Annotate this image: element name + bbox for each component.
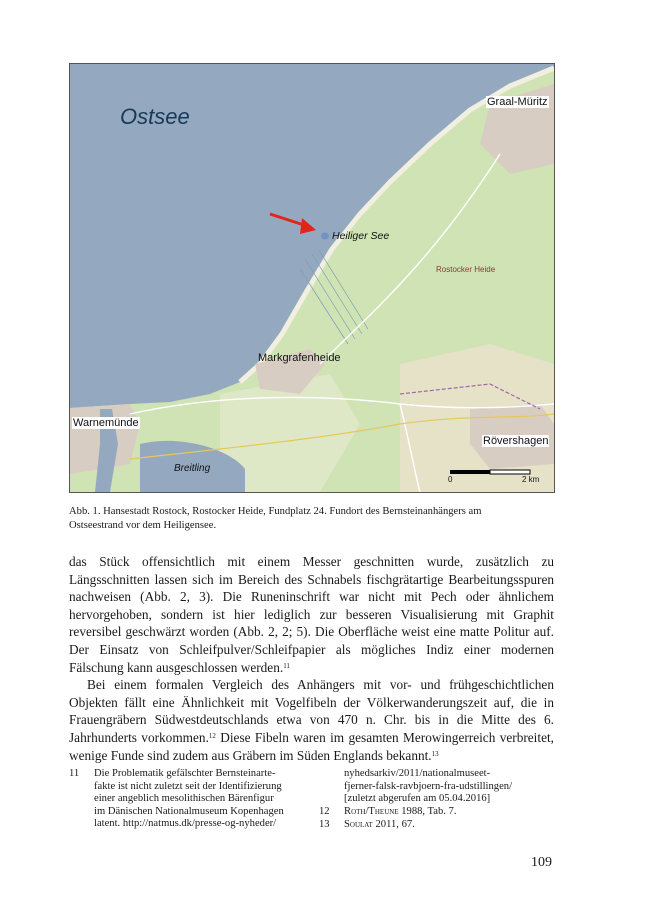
footnote-11 (69, 768, 309, 838)
caption-line-1: Abb. 1. Hansestadt Rostock, Rostocker Heide, Fundplatz 24. Fundort des Bernsteinanhängers am (69, 506, 482, 517)
label-rostocker-heide: Rostocker Heide (436, 265, 496, 274)
footnote-13-number: 13 (319, 819, 330, 830)
footnote-12-number: 12 (319, 806, 330, 817)
body-text (69, 553, 554, 764)
footnote-12-author: Roth/Theune (344, 806, 399, 817)
footnote-12-rest: 1988, Tab. 7. (398, 806, 457, 817)
label-sea: Ostsee (120, 104, 190, 129)
footnote-ref-11: 11 (283, 661, 290, 670)
footnote-11-line-3: einer angeblich mesolithischen Bärenfigur (94, 793, 274, 805)
paragraph-2 (69, 676, 554, 764)
scale-label-zero: 0 (448, 475, 453, 484)
heiliger-see-lake (321, 233, 329, 240)
footnote-13-rest: 2011, 67. (372, 819, 415, 830)
label-warnemuende: Warnemünde (73, 417, 139, 429)
label-graal-mueritz: Graal-Müritz (487, 96, 548, 108)
footnote-11-line-2: fakte ist nicht zuletzt seit der Identifizierung (94, 780, 282, 792)
paragraph-1 (69, 553, 554, 676)
footnote-ref-12: 12 (208, 731, 216, 740)
paragraph-2-text-a: Bei einem formalen Vergleich des Anhängers mit vor- und frühgeschichtlichen Objekten fällt eine Ähnlichkeit mit Vogelfibeln der Völkerwanderungszeit auf, die in Frauengräbern Südwestdeutschlands etwa von 470 n. Chr. bis in die Mitte des 6. Jahrhunderts vorkommen. (69, 677, 554, 745)
footnote-13-author: Soulat (344, 819, 373, 830)
label-breitling: Breitling (174, 463, 211, 474)
scale-bar (450, 470, 530, 474)
map-figure (69, 63, 555, 493)
footnote-11-continued (344, 768, 554, 806)
label-heiliger-see: Heiliger See (332, 230, 390, 242)
footnote-13 (319, 819, 554, 832)
footnote-11-line-5: latent. http://natmus.dk/presse-og-nyheder/ (94, 818, 277, 830)
caption-line-2: Ostseestrand vor dem Heiligensee. (69, 520, 217, 531)
label-roevershagen: Rövershagen (483, 435, 549, 447)
footnote-11-cont-line-2: fjerner-falsk-ravbjoern-fra-udstillingen/ (344, 780, 513, 792)
footnote-11-cont-line-1: nyhedsarkiv/2011/nationalmuseet- (344, 768, 491, 779)
figure-caption (69, 505, 553, 533)
scale-label-two-km: 2 km (522, 475, 540, 484)
paragraph-1-text: das Stück offensichtlich mit einem Messer geschnitten wurde, zusätzlich zu Längsschnitten lassen sich im Bereich des Schnabels fischgrätartige Bearbeitungsspuren nachweisen (Abb. 2, 3). Die Runeninschrift war nicht mit Pech oder ähnlichem hervorgehoben, sondern ist hier lediglich zur besseren Visualisierung mit Graphit reversibel geschwärzt worden (Abb. 2, 2; 5). Die Oberfläche weist eine matte Politur auf. Der Einsatz von Schleifpulver/Schleifpapier als mögliches Indiz einer modernen Fälschung kann ausgeschlossen werden. (69, 554, 554, 675)
footnote-11-line-1: Die Problematik gefälschter Bernsteinarte- (94, 768, 276, 779)
footnote-11-line-4: im Dänischen Nationalmuseum Kopenhagen (94, 805, 284, 817)
footnote-12 (319, 806, 554, 819)
label-markgrafenheide: Markgrafenheide (258, 352, 341, 364)
page-number: 109 (531, 855, 552, 870)
footnote-ref-13: 13 (431, 749, 439, 758)
footnote-11-number: 11 (69, 768, 80, 779)
paragraph-2-text-b: Diese Fibeln waren im gesamten Merowingerreich verbreitet, wenige Funde sind zudem aus Gräbern im Süden Englands bekannt. (69, 729, 554, 763)
footnote-11-text (94, 768, 284, 831)
footnote-11-cont-line-3: [zuletzt abgerufen am 05.04.2016] (344, 793, 491, 805)
